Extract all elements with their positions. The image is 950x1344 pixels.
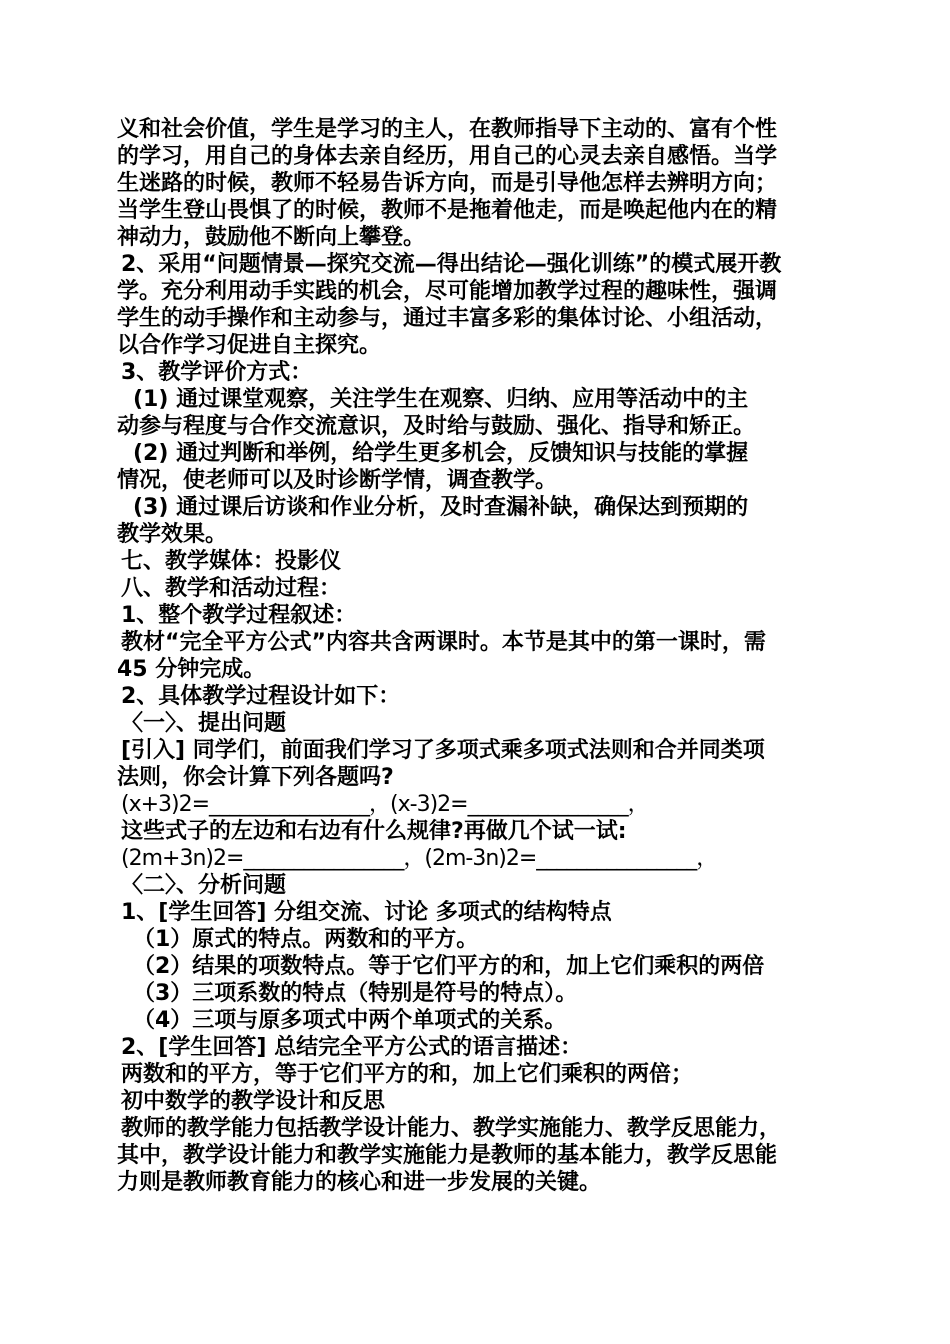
text-line: 学。充分利用动手实践的机会，尽可能增加教学过程的趣味性，强调: [117, 279, 778, 304]
text-line: 当学生登山畏惧了的时候，教师不是拖着他走，而是唤起他内在的精: [117, 198, 778, 223]
list-item: （2）结果的项数特点。等于它们平方的和，加上它们乘积的两倍: [133, 954, 765, 979]
text-line: 1、[学生回答] 分组交流、讨论 多项式的结构特点: [121, 900, 612, 925]
text-line: 这些式子的左边和右边有什么规律?再做几个试一试:: [121, 819, 627, 844]
list-item: （1）原式的特点。两数和的平方。: [133, 927, 479, 952]
text-line: 法则，你会计算下列各题吗?: [117, 765, 394, 790]
subsection-heading: 〈二〉、分析问题: [121, 873, 287, 898]
text-line: 生迷路的时候，教师不轻易告诉方向，而是引导他怎样去辨明方向；: [117, 171, 778, 196]
text-line: 3、教学评价方式：: [121, 360, 313, 385]
list-item: （4）三项与原多项式中两个单项式的关系。: [133, 1008, 567, 1033]
text-line: 教材“完全平方公式”内容共含两课时。本节是其中的第一课时，需: [121, 630, 766, 655]
text-line: 情况，使老师可以及时诊断学情，调查教学。: [117, 468, 558, 493]
text-line: [引入] 同学们，前面我们学习了多项式乘多项式法则和合并同类项: [121, 738, 765, 763]
section-heading: 初中数学的教学设计和反思: [121, 1089, 386, 1114]
text-line: 学生的动手操作和主动参与，通过丰富多彩的集体讨论、小组活动，: [117, 306, 778, 331]
text-line: (3) 通过课后访谈和作业分析，及时查漏补缺，确保达到预期的: [133, 495, 749, 520]
text-line: 2、采用“问题情景—探究交流—得出结论—强化训练”的模式展开教: [121, 252, 782, 277]
text-line: 教学效果。: [117, 522, 228, 547]
text-line: 以合作学习促进自主探究。: [117, 333, 382, 358]
text-line: 义和社会价值，学生是学习的主人，在教师指导下主动的、富有个性: [117, 117, 778, 142]
document-body: [117, 116, 837, 1196]
formula-line: (x+3)2=________________，(x-3)2=________________，: [121, 792, 649, 817]
text-line: 其中，教学设计能力和教学实施能力是教师的基本能力，教学反思能: [117, 1143, 778, 1168]
text-line: 1、整个教学过程叙述：: [121, 603, 357, 628]
formula-line: (2m+3n)2=________________，(2m-3n)2=________________，: [121, 846, 718, 871]
text-line: 教师的教学能力包括教学设计能力、教学实施能力、教学反思能力，: [121, 1116, 782, 1141]
section-heading: 八、教学和活动过程：: [121, 576, 342, 601]
text-line: (1) 通过课堂观察，关注学生在观察、归纳、应用等活动中的主: [133, 387, 749, 412]
subsection-heading: 〈一〉、提出问题: [121, 711, 287, 736]
text-line: 神动力，鼓励他不断向上攀登。: [117, 225, 426, 250]
text-line: 力则是教师教育能力的核心和进一步发展的关键。: [117, 1170, 602, 1195]
text-line: 2、[学生回答] 总结完全平方公式的语言描述：: [121, 1035, 583, 1060]
section-heading: 七、教学媒体：投影仪: [121, 549, 342, 574]
text-line: 动参与程度与合作交流意识，及时给与鼓励、强化、指导和矫正。: [117, 414, 756, 439]
text-line: 两数和的平方，等于它们平方的和，加上它们乘积的两倍；: [121, 1062, 694, 1087]
text-line: 45 分钟完成。: [117, 657, 266, 682]
text-line: (2) 通过判断和举例，给学生更多机会，反馈知识与技能的掌握: [133, 441, 749, 466]
text-line: 的学习，用自己的身体去亲自经历，用自己的心灵去亲自感悟。当学: [117, 144, 778, 169]
text-line: 2、具体教学过程设计如下：: [121, 684, 401, 709]
list-item: （3）三项系数的特点（特别是符号的特点）。: [133, 981, 578, 1006]
